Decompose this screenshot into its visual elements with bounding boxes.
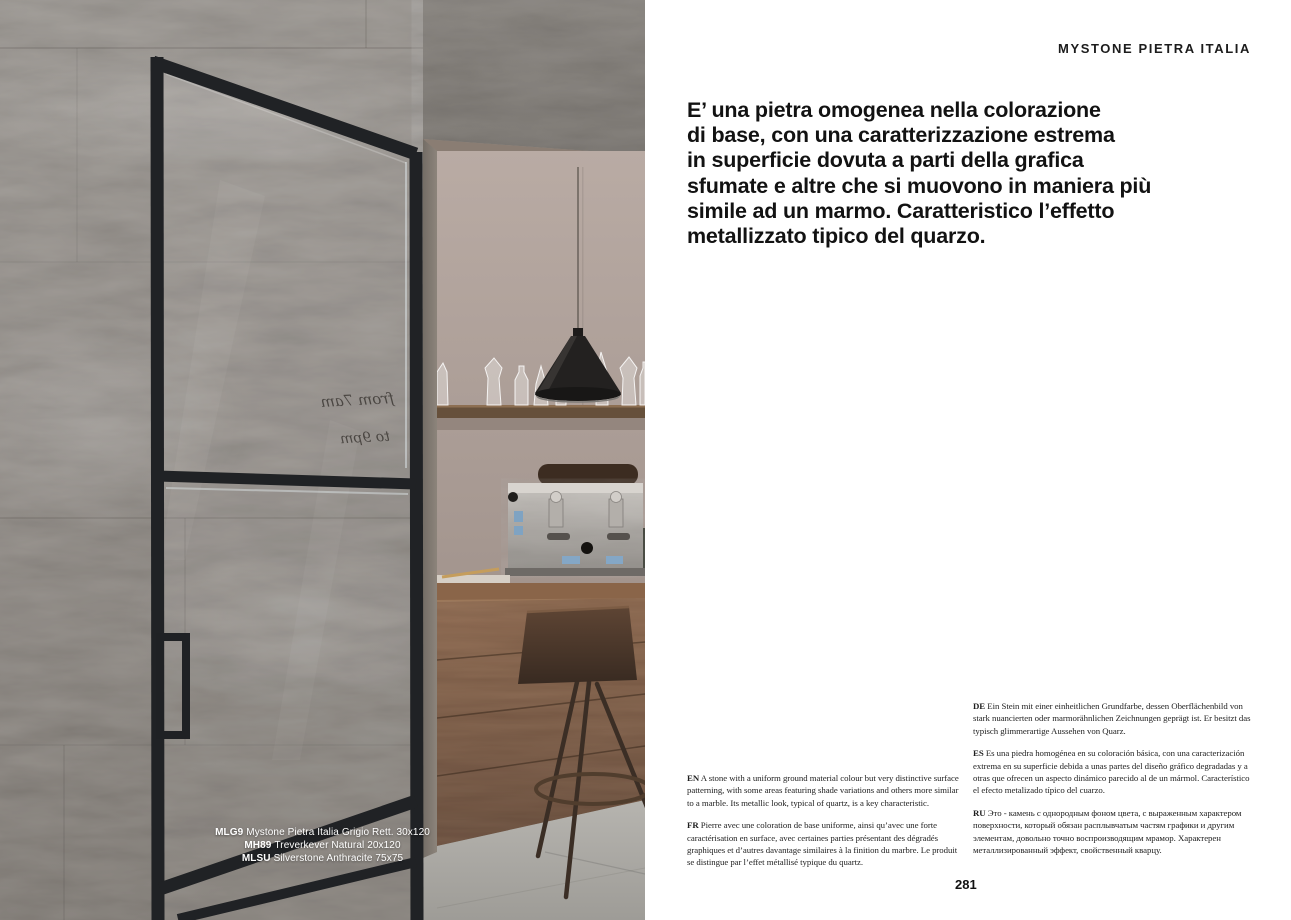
lang-label-fr: FR bbox=[687, 820, 699, 831]
caption-line bbox=[180, 852, 465, 865]
headline-line: di base, con una caratterizzazione estrema bbox=[687, 123, 1115, 148]
interior-photo bbox=[0, 0, 645, 920]
headline-it bbox=[687, 98, 1151, 249]
door-left-stile bbox=[157, 57, 158, 920]
headline-line: sfumate e altre che si muovono in maniera più bbox=[687, 173, 1152, 198]
product-name: Treverkever Natural 20x120 bbox=[274, 840, 401, 851]
headline-line: metallizzato tipico del quarzo. bbox=[687, 224, 986, 249]
headline-line: simile ad un marmo. Caratteristico l’effetto bbox=[687, 198, 1115, 223]
description-de: DE Ein Stein mit einer einheitlichen Grundfarbe, dessen Oberflächenbild von stark nuancierten oder marmorähnlichen Zeichnungen geprägt ist. Er besitzt das typisch glimmerartige Aussehen von Quarz. bbox=[973, 701, 1251, 736]
lang-label-ru: RU bbox=[973, 807, 986, 818]
lang-label-es: ES bbox=[973, 748, 984, 759]
lang-label-de: DE bbox=[973, 701, 986, 711]
description-ru: RU Это - камень с однородным фоном цвета, с выраженным характером поверхности, который обязан расплывчатым частям графики и другим элементам, довольно точно воспроизводящим мрамор. Характерен металлизированный эффект, свойственный кварцу. bbox=[973, 807, 1242, 856]
product-code: MLG9 bbox=[215, 827, 244, 838]
descriptions-column-right bbox=[973, 700, 1251, 866]
photo-left-page bbox=[0, 0, 645, 920]
shelf bbox=[437, 405, 645, 430]
product-code: MLSU bbox=[241, 853, 271, 864]
photo-caption bbox=[180, 826, 465, 865]
glass-door-lettering: from 7am bbox=[320, 389, 395, 411]
descriptions-column-left bbox=[687, 772, 965, 879]
page-number: 281 bbox=[955, 877, 977, 892]
glass-door bbox=[153, 57, 417, 920]
caption-line bbox=[180, 826, 465, 839]
lang-label-en: EN bbox=[687, 773, 700, 783]
product-name: Silverstone Anthracite 75x75 bbox=[273, 853, 404, 864]
description-fr: FR Pierre avec une coloration de base uniforme, ainsi qu’avec une forte caractérisation en surface, avec certaines parties présentant des dégradés graphiques et d’autres davantage similaires à la finition du marbre. Le produit se distingue par l’effet métallisé typique du quartz. bbox=[687, 820, 958, 868]
headline-line: E’ una pietra omogenea nella colorazione bbox=[687, 98, 1101, 122]
door-jamb bbox=[423, 139, 437, 858]
product-code: MH89 bbox=[244, 840, 272, 851]
glass-door-lettering: to 9pm bbox=[339, 428, 391, 448]
collection-title: MYSTONE PIETRA ITALIA bbox=[1058, 41, 1251, 56]
caption-line bbox=[180, 839, 465, 852]
doorway-interior bbox=[423, 0, 645, 920]
description-es: ES Es una piedra homogénea en su coloración básica, con una caracterización extrema en su superficie debida a unas partes del diseño gráfico degradadas y a otras que ofrecen un aspecto dinámico parecido al de un mármol. Característico el efecto metalizado típico del cuarzo. bbox=[973, 748, 1250, 796]
description-en: EN A stone with a uniform ground material colour but very distinctive surface patterning, with some areas featuring shade variations and others more similar to a marble. Its metallic look, typical of quartz, is a key characteristic. bbox=[687, 773, 959, 808]
product-name: Mystone Pietra Italia Grigio Rett. 30x120 bbox=[246, 827, 430, 838]
headline-line: in superficie dovuta a parti della grafica bbox=[687, 148, 1084, 173]
